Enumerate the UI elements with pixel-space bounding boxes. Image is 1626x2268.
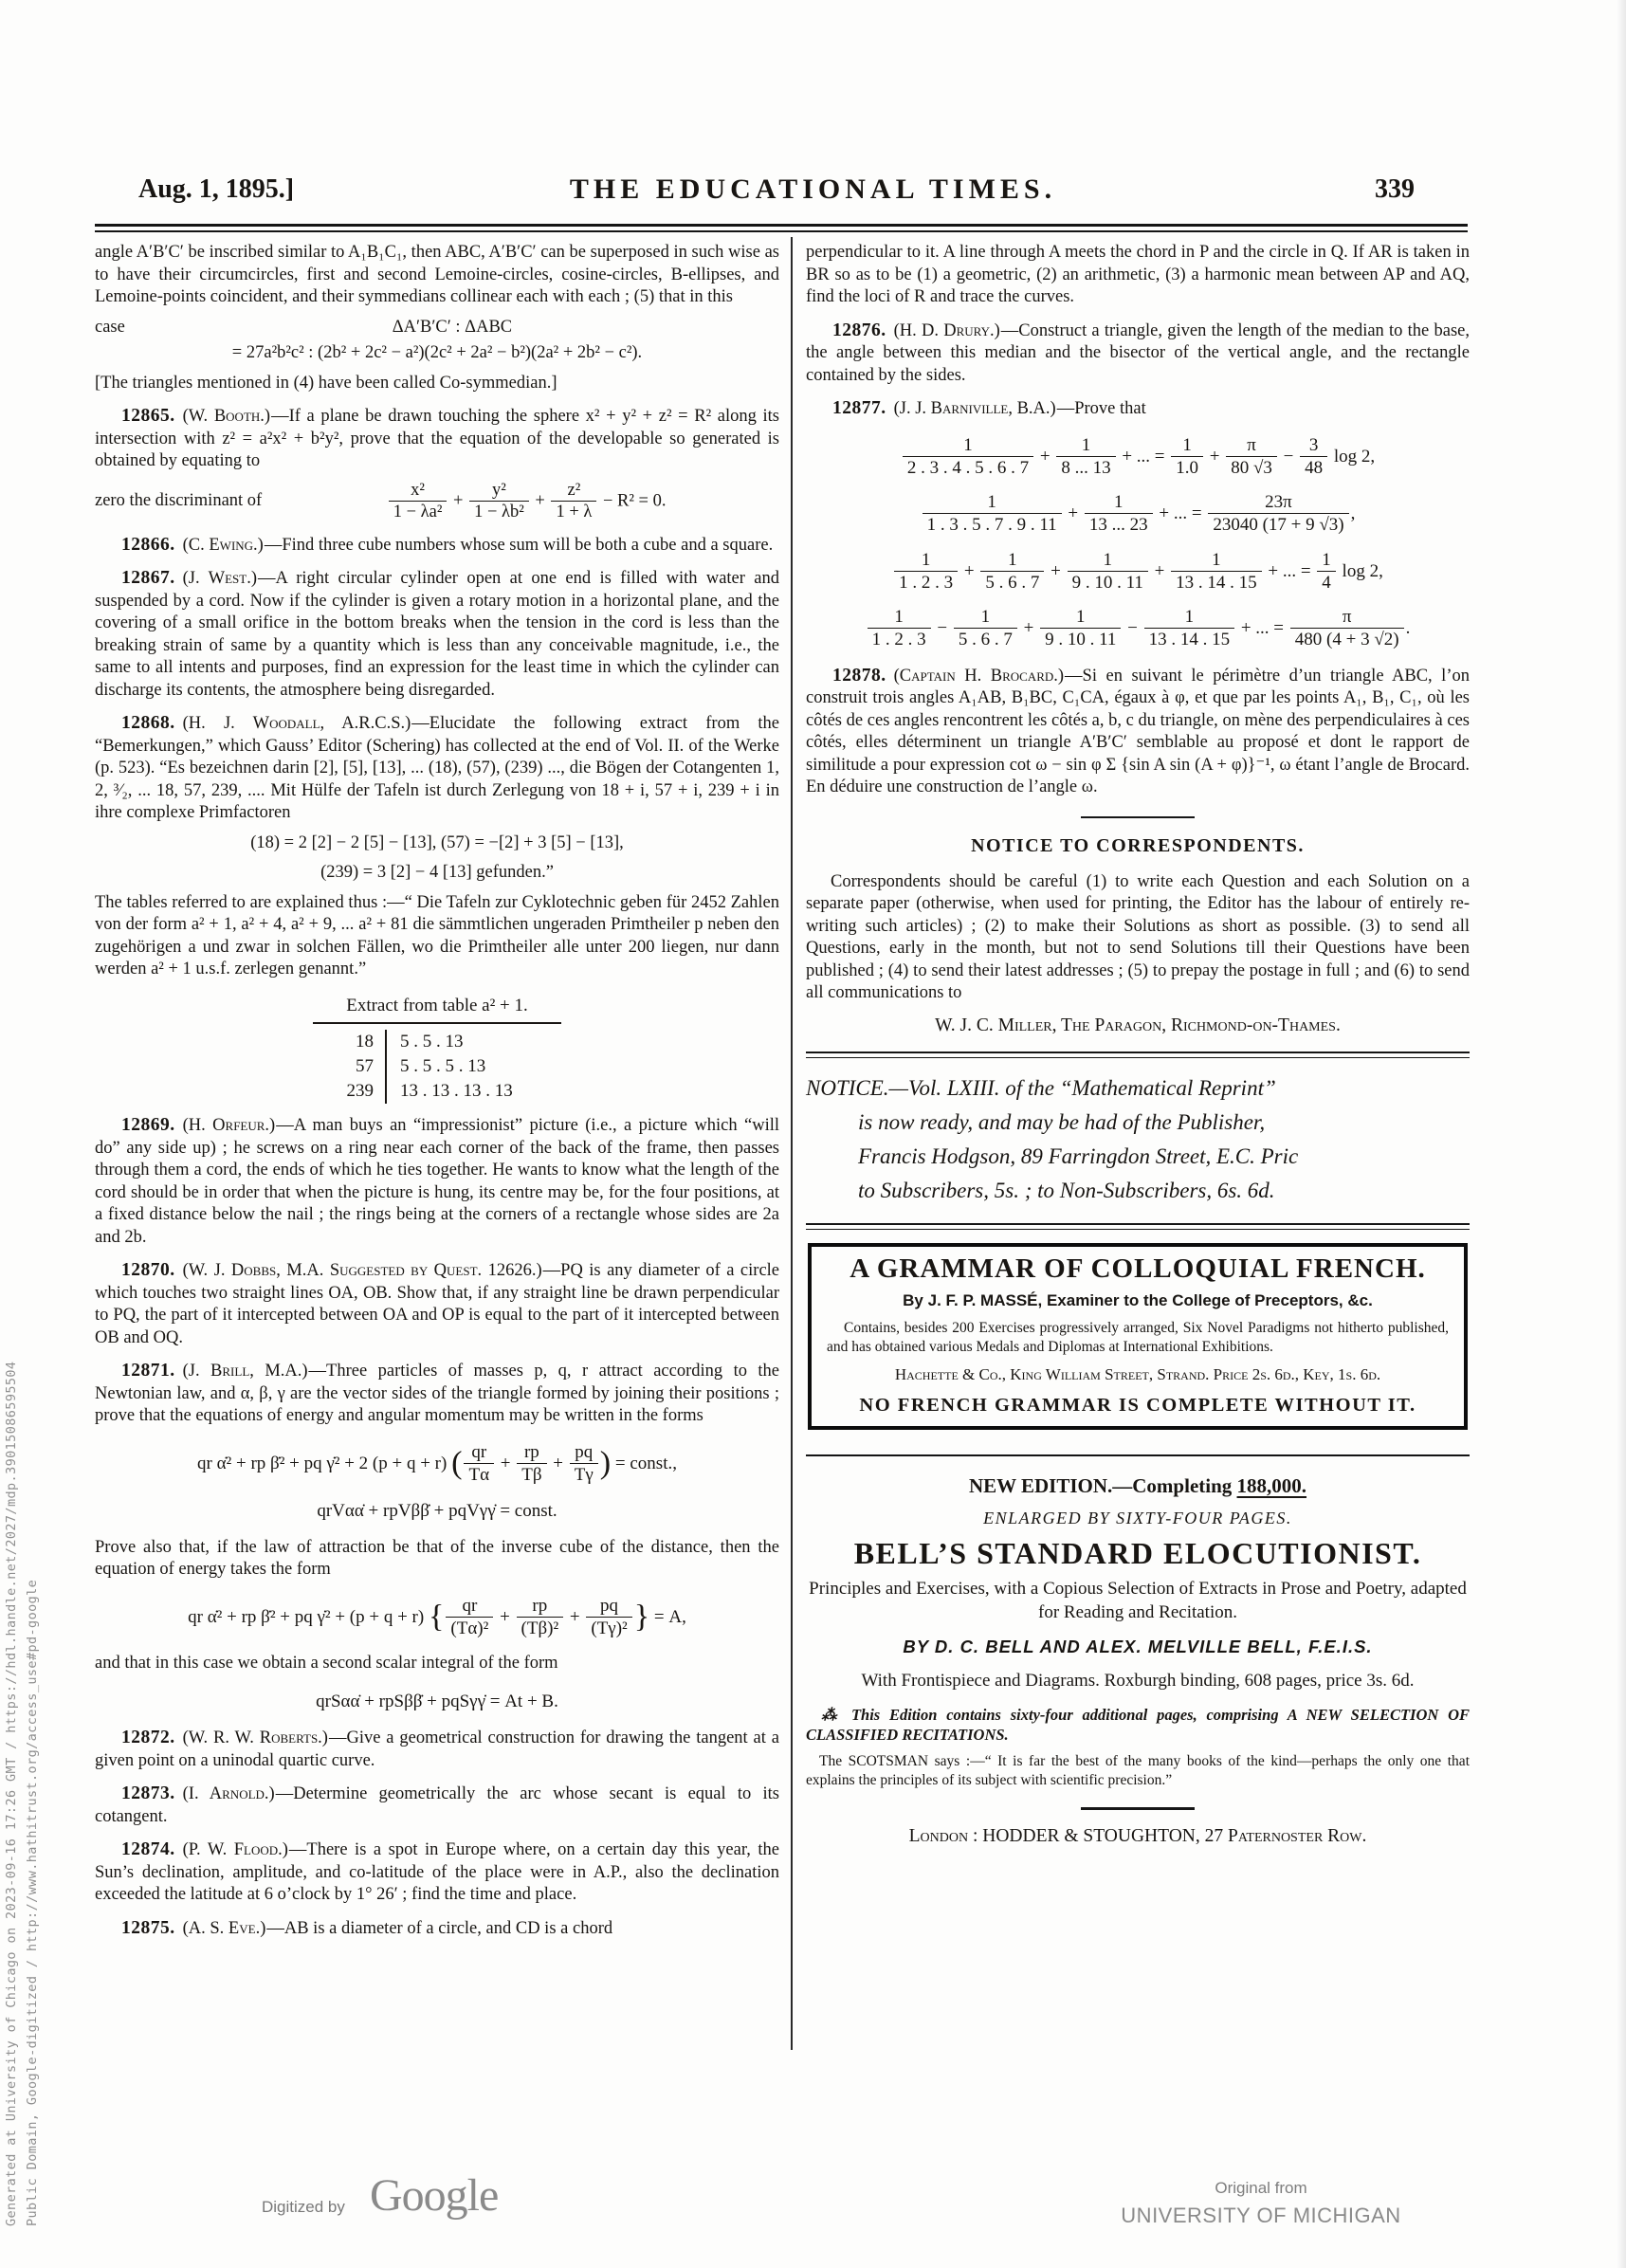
notice-line: is now ready, and may be had of the Publisher, [858, 1110, 1266, 1135]
bell-ad-note [806, 1705, 1470, 1745]
inverse-cube-text: Prove also that, if the law of attraction be that of the inverse cube of the distance, then the equation of energy takes the form [95, 1537, 779, 1580]
institution-name: UNIVERSITY OF MICHIGAN [1121, 2204, 1401, 2227]
short-rule [1081, 1807, 1195, 1810]
series-equation-2: $\frac{1}{1 . 3 . 5 . 7 . 9 . 11}$ + $\frac{1}{13 ... 23}$ + ... = $\frac{23\pi}{23040 (17 + 9 √3)}$ , [806, 492, 1470, 536]
notice-line: Francis Hodgson, 89 Farringdon Street, E.C. Pric [858, 1144, 1299, 1169]
rule [806, 1454, 1470, 1456]
problem-text: —PQ is any diameter of a circle which touches two straight lines OA, OB. Show that, if any straight line be drawn perpendicular to PQ, the part of it intercepted between OA and OP is equal to the part of it intercepted between OB and OQ. [95, 1261, 780, 1347]
gauss-equation-1: (18) = 2 [2] − 2 [5] − [13], (57) = −[2] + 3 [5] − [13], [250, 832, 624, 852]
continued-paragraph: perpendicular to it. A line through A meets the chord in P and the circle in Q. If AR is taken in BR so as to be (1) a geometric, (2) an arithmetic, (3) a harmonic mean between AP and AQ, find the loci of R and trace the curves. [806, 243, 1470, 306]
problem-text: —Elucidate the following extract from the “Bemerkungen,” which Gauss’ Editor (Schering) has collected at the end of Vol. II. of the Werke (p. 523). “Es bezeichnen darin [2], [5], [13], ... (18), (57), (239) ..., die Bögen der Cotangenten 1, 2, ³⁄₂, ... 18, 57, 239, .... Mit Hülfe der Tafeln ist durch Zerlegung von 18 + i, 57 + i, 239 + i in ihre complexe Primfactoren [95, 714, 779, 823]
grammar-ad [808, 1243, 1468, 1430]
discriminant-equation: $\frac{\text{x²}}{\text{1 − λa²}}$ + $\frac{\text{y²}}{\text{1 − λb²}}$ + $\frac{\text{z²}}{1 + \lambda}$ − R² = 0. [273, 481, 779, 522]
problem-text: —Determine geometrically the arc whose secant is equal to its cotangent. [95, 1784, 779, 1826]
extract-table-row: 239 13 . 13 . 13 . 13 [313, 1079, 561, 1104]
second-integral-text: and that in this case we obtain a second scalar integral of the form [95, 1654, 558, 1674]
section-rule [1081, 816, 1195, 819]
problem-12866 [95, 534, 779, 558]
problem-12871 [95, 1360, 779, 1428]
problem-number: 12867. [121, 568, 175, 589]
problem-number: 12878. [832, 665, 886, 686]
problem-author: (H. J. Woodall, A.R.C.S.) [182, 714, 411, 734]
problem-12876 [806, 320, 1470, 388]
angular-momentum-equation: qrVαα̇ + rpVββ̇ + pqVγγ̇ = const. [317, 1501, 557, 1522]
case-label: case [95, 317, 125, 337]
problem-12877 [806, 397, 1470, 421]
tables-explanation: The tables referred to are explained thus :—“ Die Tafeln zur Cyklotechnic geben für 2452 Zahlen von der form a² + 1, a² + 4, a² + 9, ... a² + 81 die sämmtlichen ungeraden Primtheiler p neben den zugehörigen a und zwar in solchen Fällen, wo die Primtheiler alle unter 200 liegen, nur dann werden a² + 1 u.s.f. zerlegen genannt.” [95, 892, 779, 979]
problem-author: (H. Orfeur.) [182, 1116, 276, 1136]
energy-equation: qr α̇² + rp β̇² + pq γ̇² + 2 (p + q + r) ( $\frac{qr}{T\alpha}$ + $\frac{rp}{T\beta}$ + $\frac{pq}{T\gamma}$ ) = const., [197, 1441, 677, 1486]
problem-text: —Find three cube numbers whose sum will be both a cube and a square. [264, 535, 774, 555]
problem-author: (W. R. W. Roberts.) [182, 1728, 328, 1748]
problem-text: —If a plane be drawn touching the sphere x² + y² + z² = R² along its intersection with z² = a²x² + b²y², prove that the equation of the developable so generated is obtained by equating to [95, 407, 780, 470]
problem-author: (H. D. Drury.) [893, 320, 1000, 340]
header-rule-thick [95, 224, 1468, 227]
problem-author: (Captain H. Brocard.) [893, 666, 1065, 686]
problem-author: (W. Booth.) [182, 407, 271, 426]
extract-table-row: 18 5 . 5 . 13 [313, 1030, 561, 1054]
double-rule [806, 1052, 1470, 1058]
column-divider [791, 237, 793, 2050]
problem-text: —A right circular cylinder open at one end is filled with water and suspended by a cord. Now if the cylinder is given a rotary motion in a horizontal plane, and the covering of a small orifice in the bottom breaks when the tension in the cord is less than the breaking strain of same by a quantity which is less than any conceivable magnitude, i.e., the same to all intents and purposes, find an expression for the least time in which the cylinder can discharge its contents, the atmosphere being disregarded. [95, 569, 779, 700]
new-edition-line [806, 1475, 1470, 1498]
problem-text: —Construct a triangle, given the length of the median to the base, the angle between this median and the bisector of the vertical angle, and the rectangle contained by the sides. [806, 320, 1470, 385]
problem-author: (J. West.) [182, 569, 257, 589]
issue-date: Aug. 1, 1895.] [138, 174, 295, 204]
problem-number: 12874. [121, 1839, 175, 1860]
bell-ad-authors: BY D. C. BELL AND ALEX. MELVILLE BELL, F.E.I.S. [903, 1636, 1373, 1656]
grammar-ad-body: Contains, besides 200 Exercises progressively arranged, Six Novel Paradigms not hitherto published, and has obtained various Medals and Diplomas at International Exhibitions. [827, 1320, 1449, 1355]
problem-text: —Three particles of masses p, q, r attract according to the Newtonian law, and α, β, γ are the vector sides of the triangle formed by joining their positions ; prove that the equations of energy and angular momentum may be written in the forms [95, 1362, 779, 1426]
header-rule-thin [95, 230, 1468, 232]
digitized-by-label: Digitized by [262, 2198, 345, 2216]
problem-12875 [95, 1917, 779, 1941]
problem-number: 12873. [121, 1783, 175, 1804]
mathematical-reprint-notice [806, 1071, 1470, 1208]
bell-ad-details: With Frontispiece and Diagrams. Roxburgh binding, 608 pages, price 3s. 6d. [861, 1671, 1415, 1692]
extract-table-caption: Extract from table a² + 1. [313, 995, 561, 1025]
asterism-mark: ⁂ [821, 1706, 843, 1725]
bell-ad-publisher: London : HODDER & STOUGHTON, 27 Paternoster Row. [908, 1825, 1367, 1846]
problem-number: 12869. [121, 1115, 175, 1136]
grammar-ad-slogan: NO FRENCH GRAMMAR IS COMPLETE WITHOUT IT. [859, 1394, 1416, 1416]
second-integral-equation: qrSαα̇ + rpSββ̇ + pqSγγ̇ = At + B. [316, 1691, 558, 1711]
problem-author: (P. W. Flood.) [182, 1840, 288, 1860]
equation-case-line [95, 317, 779, 339]
extract-table-body [313, 1030, 561, 1104]
problem-number: 12865. [121, 406, 175, 426]
inverse-cube-energy-equation: qr α̇² + rp β̇² + pq γ̇² + (p + q + r) { $\frac{qr}{\text{(Tα)²}}$ + $\frac{rp}{\text{(Tβ)²}}$ + $\frac{pq}{\text{(Tγ)²}}$ } = A, [188, 1595, 686, 1639]
editor-signature: W. J. C. Miller, The Paragon, Richmond-on-Thames. [935, 1015, 1341, 1035]
problem-number: 12877. [832, 398, 886, 418]
scotsman-quote: The SCOTSMAN says :—“ It is far the best of the many books of the kind—perhaps the only one that explains the principles of its subject with scientific precision.” [806, 1753, 1470, 1789]
problem-number: 12871. [121, 1361, 175, 1381]
equation-lead-text: zero the discriminant of [95, 490, 263, 510]
problem-12878 [806, 665, 1470, 799]
co-symmedian-note: [The triangles mentioned in (4) have been called Co-symmedian.] [95, 373, 557, 393]
problem-12867 [95, 567, 779, 702]
problem-author: (C. Ewing.) [182, 535, 264, 555]
problem-number: 12868. [121, 713, 175, 734]
original-from-block [1052, 2179, 1470, 2228]
bell-ad-description: Principles and Exercises, with a Copious Selection of Extracts in Prose and Poetry, adapted for Reading and Recitation. [809, 1578, 1467, 1622]
enlarged-line: ENLARGED BY SIXTY-FOUR PAGES. [983, 1508, 1292, 1527]
problem-12865 [95, 405, 779, 473]
series-equation-3: $\frac{1}{1 . 2 . 3}$ + $\frac{1}{5 . 6 . 7}$ + $\frac{1}{9 . 10 . 11}$ + $\frac{1}{13 . 14 . 15}$ + ... = $\frac{1}{4}$ log 2, [806, 550, 1470, 594]
problem-number: 12870. [121, 1260, 175, 1281]
continued-paragraph: angle A′B′C′ be inscribed similar to A₁B₁C₁, then ABC, A′B′C′ can be superposed in such wise as to have their circumcircles, first and second Lemoine-circles, cosine-circles, B-ellipses, and Lemoine-points coincident, and their symmedians collinear each with each ; (5) that in this [95, 243, 779, 306]
double-rule [806, 1223, 1470, 1230]
bell-ad [806, 1475, 1470, 1847]
problem-12869 [95, 1114, 779, 1249]
problem-author: (J. J. Barniville, B.A.) [893, 399, 1056, 418]
grammar-ad-publisher: Hachette & Co., King William Street, Strand. Price 2s. 6d., Key, 1s. 6d. [894, 1365, 1381, 1384]
google-logo: Google [370, 2170, 499, 2221]
problem-text: —Si en suivant le périmètre d’un triangle ABC, l’on construit trois angles A₁AB, B₁BC, C₁CA, égaux à φ, et que par les points A₁, B₁, C₁, où les côtés de ces angles rencontrent les côtés a, b, c du triangle, on mène des perpendiculaires à ces côtés, elles déterminent un triangle A′B′C′ semblable au proposé et dont le rapport de similitude a pour expression cot ω − sin φ Σ {sin A sin (A + φ)}⁻¹, ω étant l’angle de Brocard. En déduire une construction de l’angle ω. [806, 666, 1470, 797]
problem-text: —A man buys an “impressionist” picture (i.e., a picture which “will do” any side up) ; he screws on a ring near each corner of the back of the frame, then passes through them a cord, the ends of which he ties together. He wants to know what the length of the cord should be in order that when the picture is hung, its centre may be, for the four positions, at a fixed distance below the nail ; the rings being at the corners of a rectangle whose sides are 2a and 2b. [95, 1116, 780, 1247]
bell-ad-title: BELL’S STANDARD ELOCUTIONIST. [853, 1536, 1422, 1571]
problem-text: —There is a spot in Europe where, on a certain day this year, the Sun’s declination, amplitude, and co-latitude of the place were in A.P., also the declination exceeded the latitude at 6 o’clock by 1° 26′ ; find the time and place. [95, 1840, 779, 1905]
notice-line: to Subscribers, 5s. ; to Non-Subscribers, 6s. 6d. [858, 1179, 1275, 1203]
page-number: 339 [1375, 174, 1415, 204]
series-equation-4: $\frac{1}{1 . 2 . 3}$ − $\frac{1}{5 . 6 . 7}$ + $\frac{1}{9 . 10 . 11}$ − $\frac{1}{13 . 14 . 15}$ + ... = $\frac{\pi}{480 (4 + 3 √2)}$ . [806, 607, 1470, 650]
problem-text: —AB is a diameter of a circle, and CD is a chord [266, 1918, 613, 1938]
discriminant-equation-line [95, 481, 779, 522]
triangle-ratio-equation: ΔA′B′C′ : ΔABC [392, 317, 513, 337]
problem-author: (W. J. Dobbs, M.A. Suggested by Quest. 12626.) [182, 1261, 542, 1281]
gauss-equation-2: (239) = 3 [2] − 4 [13] gefunden.” [320, 863, 554, 883]
problem-author: (I. Arnold.) [182, 1784, 275, 1804]
problem-number: 12872. [121, 1728, 175, 1748]
problem-12870 [95, 1259, 779, 1349]
extract-table [313, 995, 561, 1105]
ratio-expansion-equation: = 27a²b²c² : (2b² + 2c² − a²)(2c² + 2a² − b²)(2a² + 2b² − c²). [231, 343, 643, 362]
problem-12872 [95, 1727, 779, 1772]
grammar-ad-byline: By J. F. P. MASSÉ, Examiner to the College of Preceptors, &c. [903, 1290, 1373, 1309]
problem-number: 12876. [832, 320, 886, 340]
hathitrust-watermark-line2: Public Domain, Google-digitized / http://www.hathitrust.org/access_use#pd-google [25, 1579, 40, 2226]
problem-author: (J. Brill, M.A.) [182, 1362, 308, 1381]
extract-table-row: 57 5 . 5 . 5 . 13 [313, 1054, 561, 1079]
problem-number: 12866. [121, 534, 175, 555]
left-column [95, 242, 779, 1948]
edition-count: 188,000. [1236, 1474, 1307, 1498]
problem-12868 [95, 712, 779, 825]
notice-to-correspondents-heading: NOTICE TO CORRESPONDENTS. [971, 835, 1305, 857]
new-edition-text: NEW EDITION.—Completing [968, 1474, 1237, 1498]
problem-author: (A. S. Eve.) [182, 1918, 266, 1938]
problem-text: —Give a geometrical construction for drawing the tangent at a given point on a uninodal quartic curve. [95, 1728, 779, 1770]
original-from-label: Original from [1215, 2179, 1307, 2197]
notice-body: Correspondents should be careful (1) to write each Question and each Solution on a separate paper (otherwise, when used for printing, the Editor has the labour of entirely re-writing such articles) ; (2) to make their Solutions as short as possible. (3) to send all Questions, early in the month, but not to send Solutions till their Questions have been published ; (4) to send their latest addresses ; (5) to prepay the postage in full ; and (6) to send all communications to [806, 871, 1470, 1003]
journal-title: THE EDUCATIONAL TIMES. [569, 174, 1057, 205]
series-equation-1: $\frac{1}{2 . 3 . 4 . 5 . 6 . 7}$ + $\frac{1}{8 ... 13}$ + ... = $\frac{1}{1.0}$ + $\frac{\pi}{80 √3}$ − $\frac{3}{48}$ log 2, [806, 435, 1470, 479]
grammar-ad-title: A GRAMMAR OF COLLOQUIAL FRENCH. [850, 1253, 1426, 1285]
problem-text: —Prove that [1056, 399, 1146, 418]
hathitrust-watermark-line1: Generated at University of Chicago on 2023-09-16 17:26 GMT / https://hdl.handle.net/2027/mdp.39015086595504 [4, 1361, 19, 2226]
problem-12873 [95, 1783, 779, 1828]
note-text: This Edition contains sixty-four additional pages, comprising A NEW SELECTION OF CLASSIFIED RECITATIONS. [806, 1706, 1470, 1745]
problem-12874 [95, 1838, 779, 1907]
right-column [806, 242, 1470, 1855]
problem-number: 12875. [121, 1917, 175, 1938]
notice-line: NOTICE.—Vol. LXIII. of the “Mathematical Reprint” [806, 1076, 1276, 1101]
